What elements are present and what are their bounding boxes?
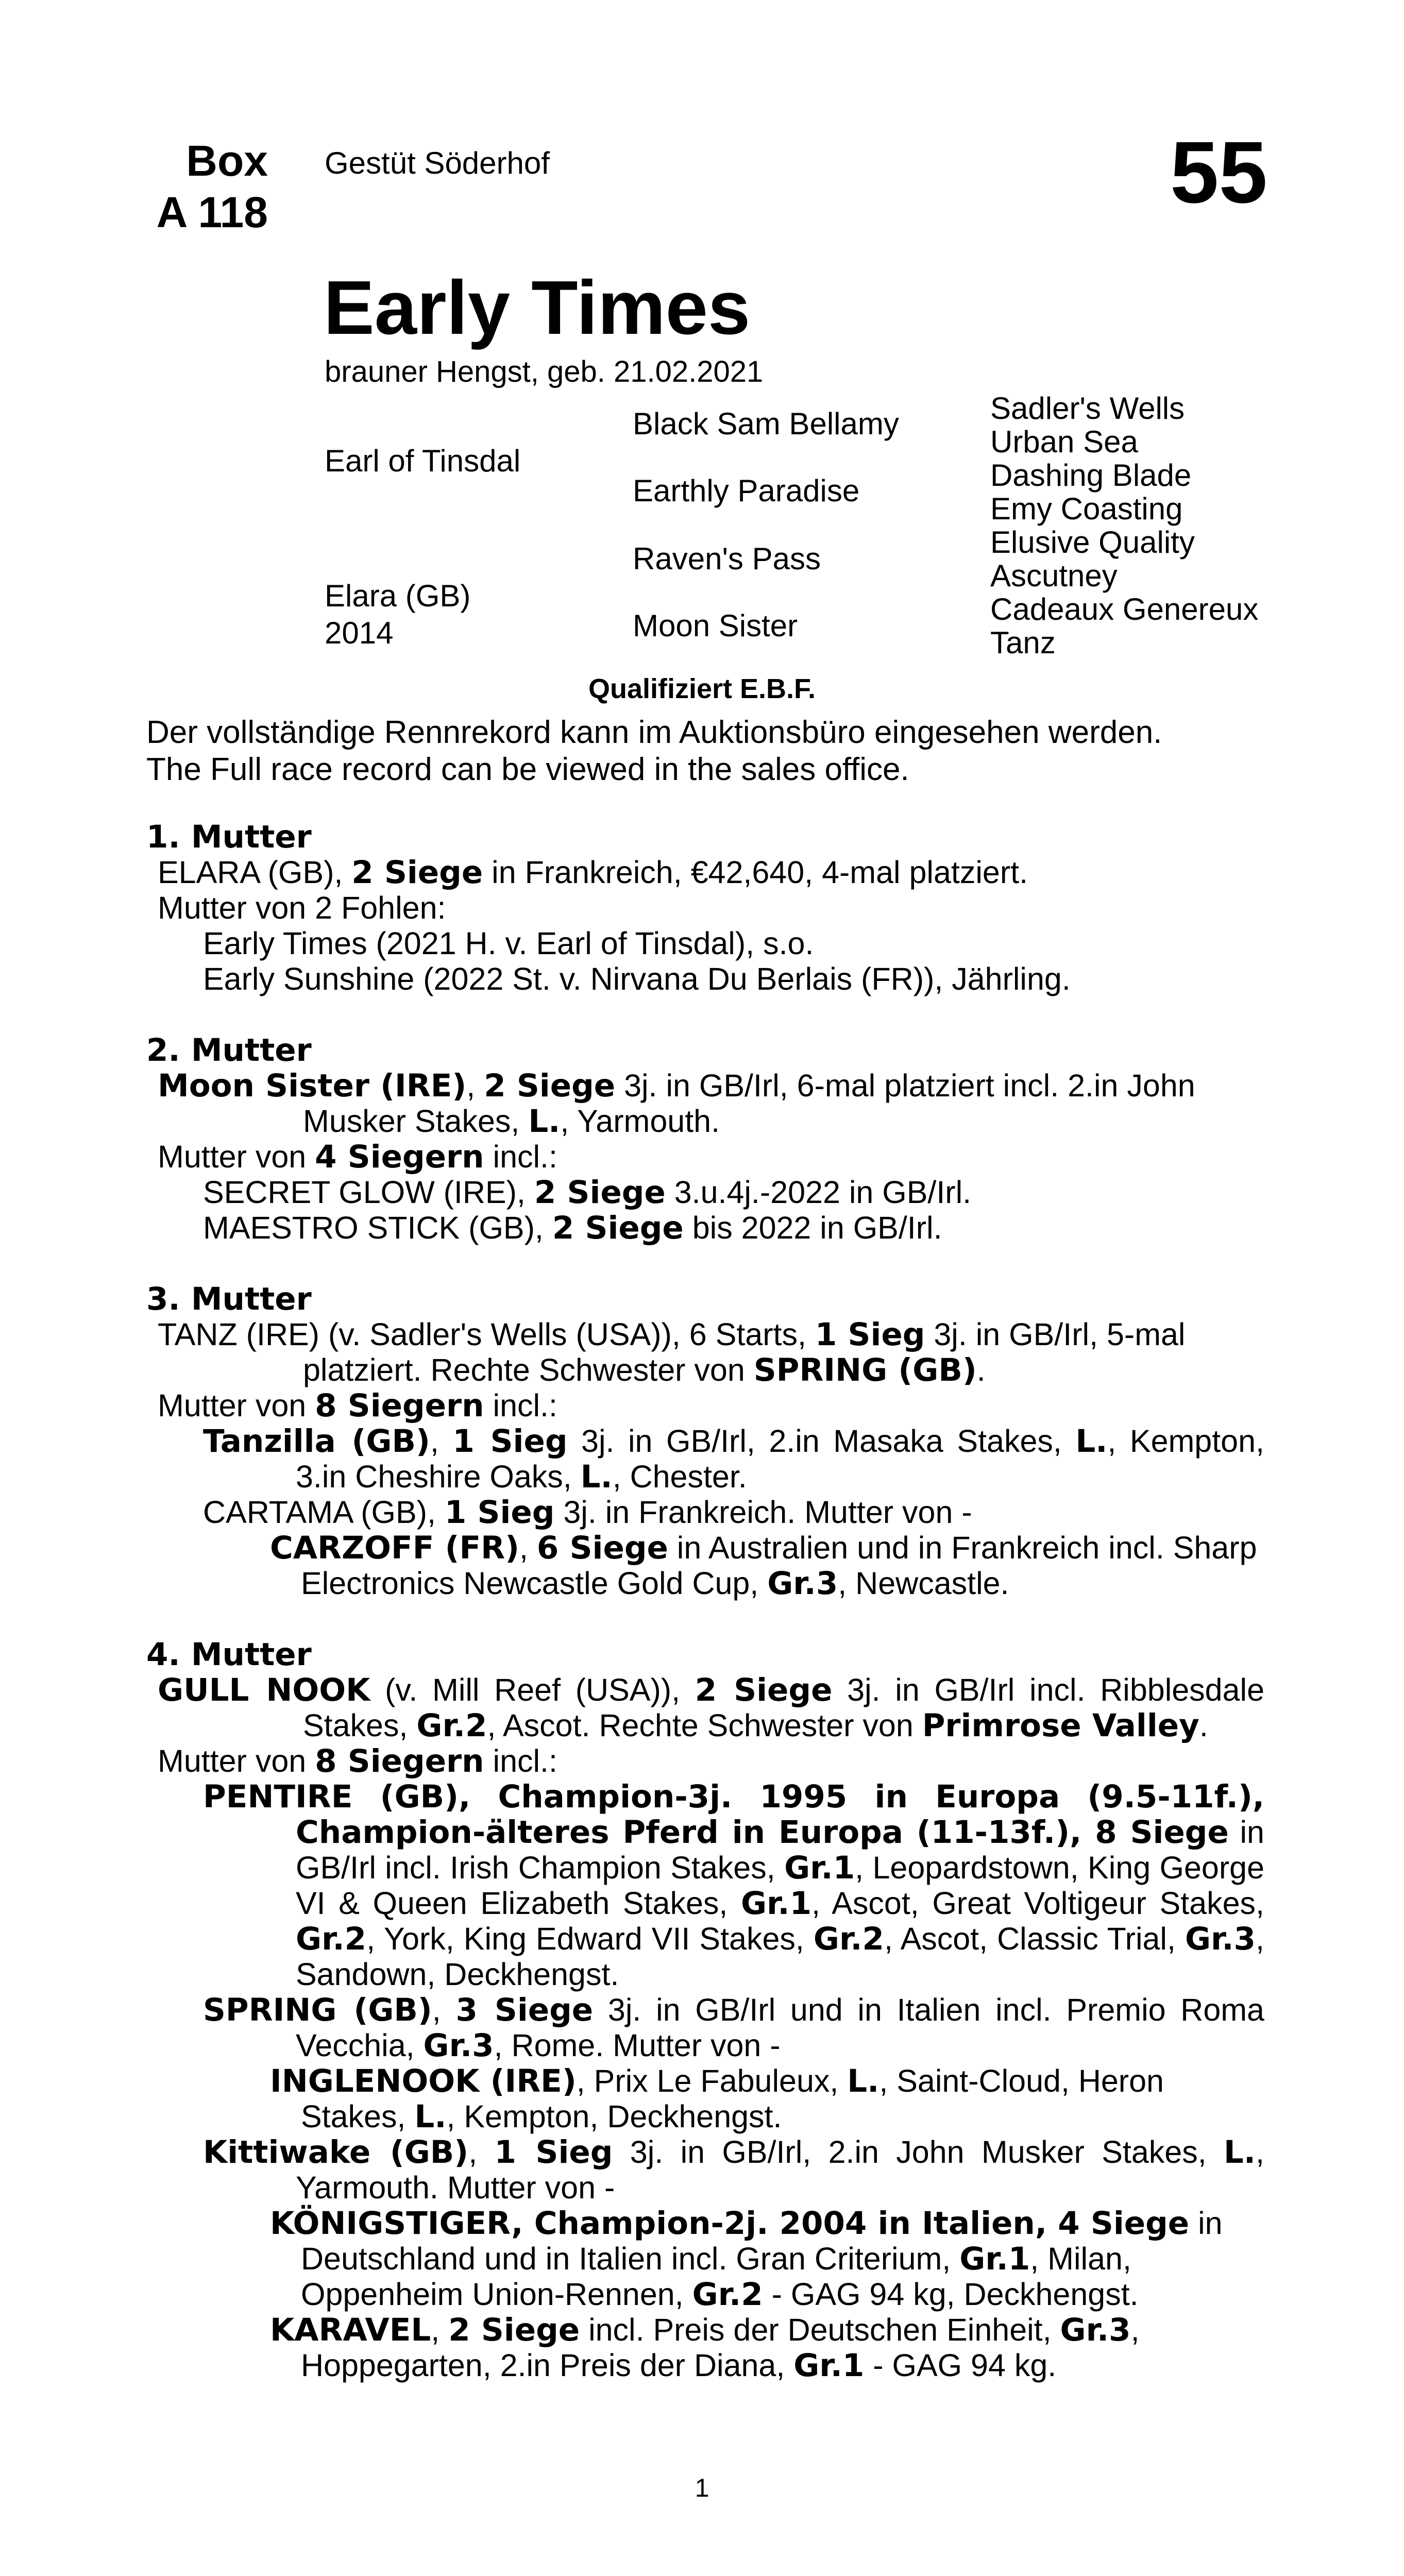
pedigree-g3-2: Urban Sea [990,425,1138,459]
dam-line: Moon Sister (IRE), 2 Siege 3j. in GB/Irl, 6-mal platziert incl. 2.in John Musker Stakes, L., Yarmouth. [158,1067,1195,1140]
produce-item: Kittiwake (GB), 1 Sieg 3j. in GB/Irl, 2.in John Musker Stakes, L., Yarmouth. Mutter von - [203,2134,1264,2205]
dam-section-4 [146,1637,1264,2383]
page-number: 1 [695,2473,709,2502]
dam-line: TANZ (IRE) (v. Sadler's Wells (USA)), 6 Starts, 1 Sieg 3j. in GB/Irl, 5-mal platziert. Rechte Schwester von SPRING (GB). [158,1316,1186,1388]
pedigree-g3-6: Ascutney [990,558,1118,593]
pedigree-sire-dam: Earthly Paradise [633,473,860,508]
produce-intro: Mutter von 4 Siegern incl.: [158,1139,557,1175]
pedigree-g3-4: Emy Coasting [990,492,1183,526]
produce-item: MAESTRO STICK (GB), 2 Siege bis 2022 in GB/Irl. [203,1210,942,1246]
dam-section-2 [146,1032,1264,1246]
horse-name: Early Times [324,265,751,350]
record-note [146,714,1162,788]
produce-item: INGLENOOK (IRE), Prix Le Fabuleux, L., Saint-Cloud, Heron Stakes, L., Kempton, Deckhengst. [270,2063,1164,2135]
produce-item: KÖNIGSTIGER, Champion-2j. 2004 in Italien, 4 Siege in Deutschland und in Italien incl. Gran Criterium, Gr.1, Milan, Oppenheim Union-Rennen, Gr.2 - GAG 94 kg, Deckhengst. [270,2205,1223,2313]
section-heading: 1. Mutter [146,819,312,855]
pedigree-dam: Elara (GB) [325,579,471,613]
produce-intro: Mutter von 8 Siegern incl.: [158,1387,557,1424]
box-word: Box [186,137,268,185]
pedigree-dam-year: 2014 [325,616,394,650]
produce-item: SECRET GLOW (IRE), 2 Siege 3.u.4j.-2022 in GB/Irl. [203,1174,972,1211]
produce-item: Early Times (2021 H. v. Earl of Tinsdal), s.o. [203,926,814,961]
family-sections [146,819,1264,2383]
pedigree-sire: Earl of Tinsdal [325,444,521,478]
produce-intro: Mutter von 8 Siegern incl.: [158,1743,557,1780]
dam-line: ELARA (GB), 2 Siege in Frankreich, €42,640, 4-mal platziert. [158,854,1028,891]
dam-line: GULL NOOK (v. Mill Reef (USA)), 2 Siege 3j. in GB/Irl incl. Ribblesdale Stakes, Gr.2, Ascot. Rechte Schwester von Primrose Valley. [158,1672,1264,1744]
section-heading: 2. Mutter [146,1032,312,1069]
section-heading: 3. Mutter [146,1281,312,1317]
breeder: Gestüt Söderhof [325,146,550,180]
record-note-en: The Full race record can be viewed in the sales office. [146,752,909,787]
pedigree-g3-7: Cadeaux Genereux [990,592,1259,626]
dam-section-1 [146,819,1264,997]
pedigree-g3-3: Dashing Blade [990,458,1192,493]
produce-item: CARTAMA (GB), 1 Sieg 3j. in Frankreich. Mutter von - [203,1494,972,1531]
pedigree-dam-dam: Moon Sister [633,608,798,643]
qualification: Qualifiziert E.B.F. [588,673,816,704]
produce-item: PENTIRE (GB), Champion-3j. 1995 in Europa (9.5-11f.), Champion-älteres Pferd in Europa (11-13f.), 8 Siege in GB/Irl incl. Irish Champion Stakes, Gr.1, Leopardstown, King George VI & Queen Elizabeth Stakes, Gr.1, Ascot, Great Voltigeur Stakes, Gr.2, York, King Edward VII Stakes, Gr.2, Ascot, Classic Trial, Gr.3, Sandown, Deckhengst. [203,1778,1265,1992]
horse-description: brauner Hengst, geb. 21.02.2021 [325,355,764,388]
produce-intro: Mutter von 2 Fohlen: [158,890,446,925]
box-label [146,135,268,238]
produce-item: SPRING (GB), 3 Siege 3j. in GB/Irl und in Italien incl. Premio Roma Vecchia, Gr.3, Rome. Mutter von - [203,1992,1264,2064]
produce-item: Early Sunshine (2022 St. v. Nirvana Du Berlais (FR)), Jährling. [203,961,1071,996]
pedigree-g3-1: Sadler's Wells [990,391,1185,426]
produce-item: Tanzilla (GB), 1 Sieg 3j. in GB/Irl, 2.in Masaka Stakes, L., Kempton, 3.in Cheshire Oaks, L., Chester. [203,1423,1264,1495]
pedigree-dam-sire: Raven's Pass [633,541,821,576]
pedigree-g3-8: Tanz [990,625,1056,660]
section-heading: 4. Mutter [146,1636,312,1673]
produce-item: KARAVEL, 2 Siege incl. Preis der Deutschen Einheit, Gr.3, Hoppegarten, 2.in Preis der Diana, Gr.1 - GAG 94 kg. [270,2312,1140,2384]
pedigree-sire-sire: Black Sam Bellamy [633,406,899,441]
lot-number: 55 [1170,124,1267,222]
box-number: A 118 [156,188,268,236]
dam-section-3 [146,1281,1264,1601]
record-note-de: Der vollständige Rennrekord kann im Auktionsbüro eingesehen werden. [146,715,1162,750]
pedigree-g3-5: Elusive Quality [990,525,1195,560]
produce-item: CARZOFF (FR), 6 Siege in Australien und in Frankreich incl. Sharp Electronics Newcastle Gold Cup, Gr.3, Newcastle. [270,1530,1257,1602]
